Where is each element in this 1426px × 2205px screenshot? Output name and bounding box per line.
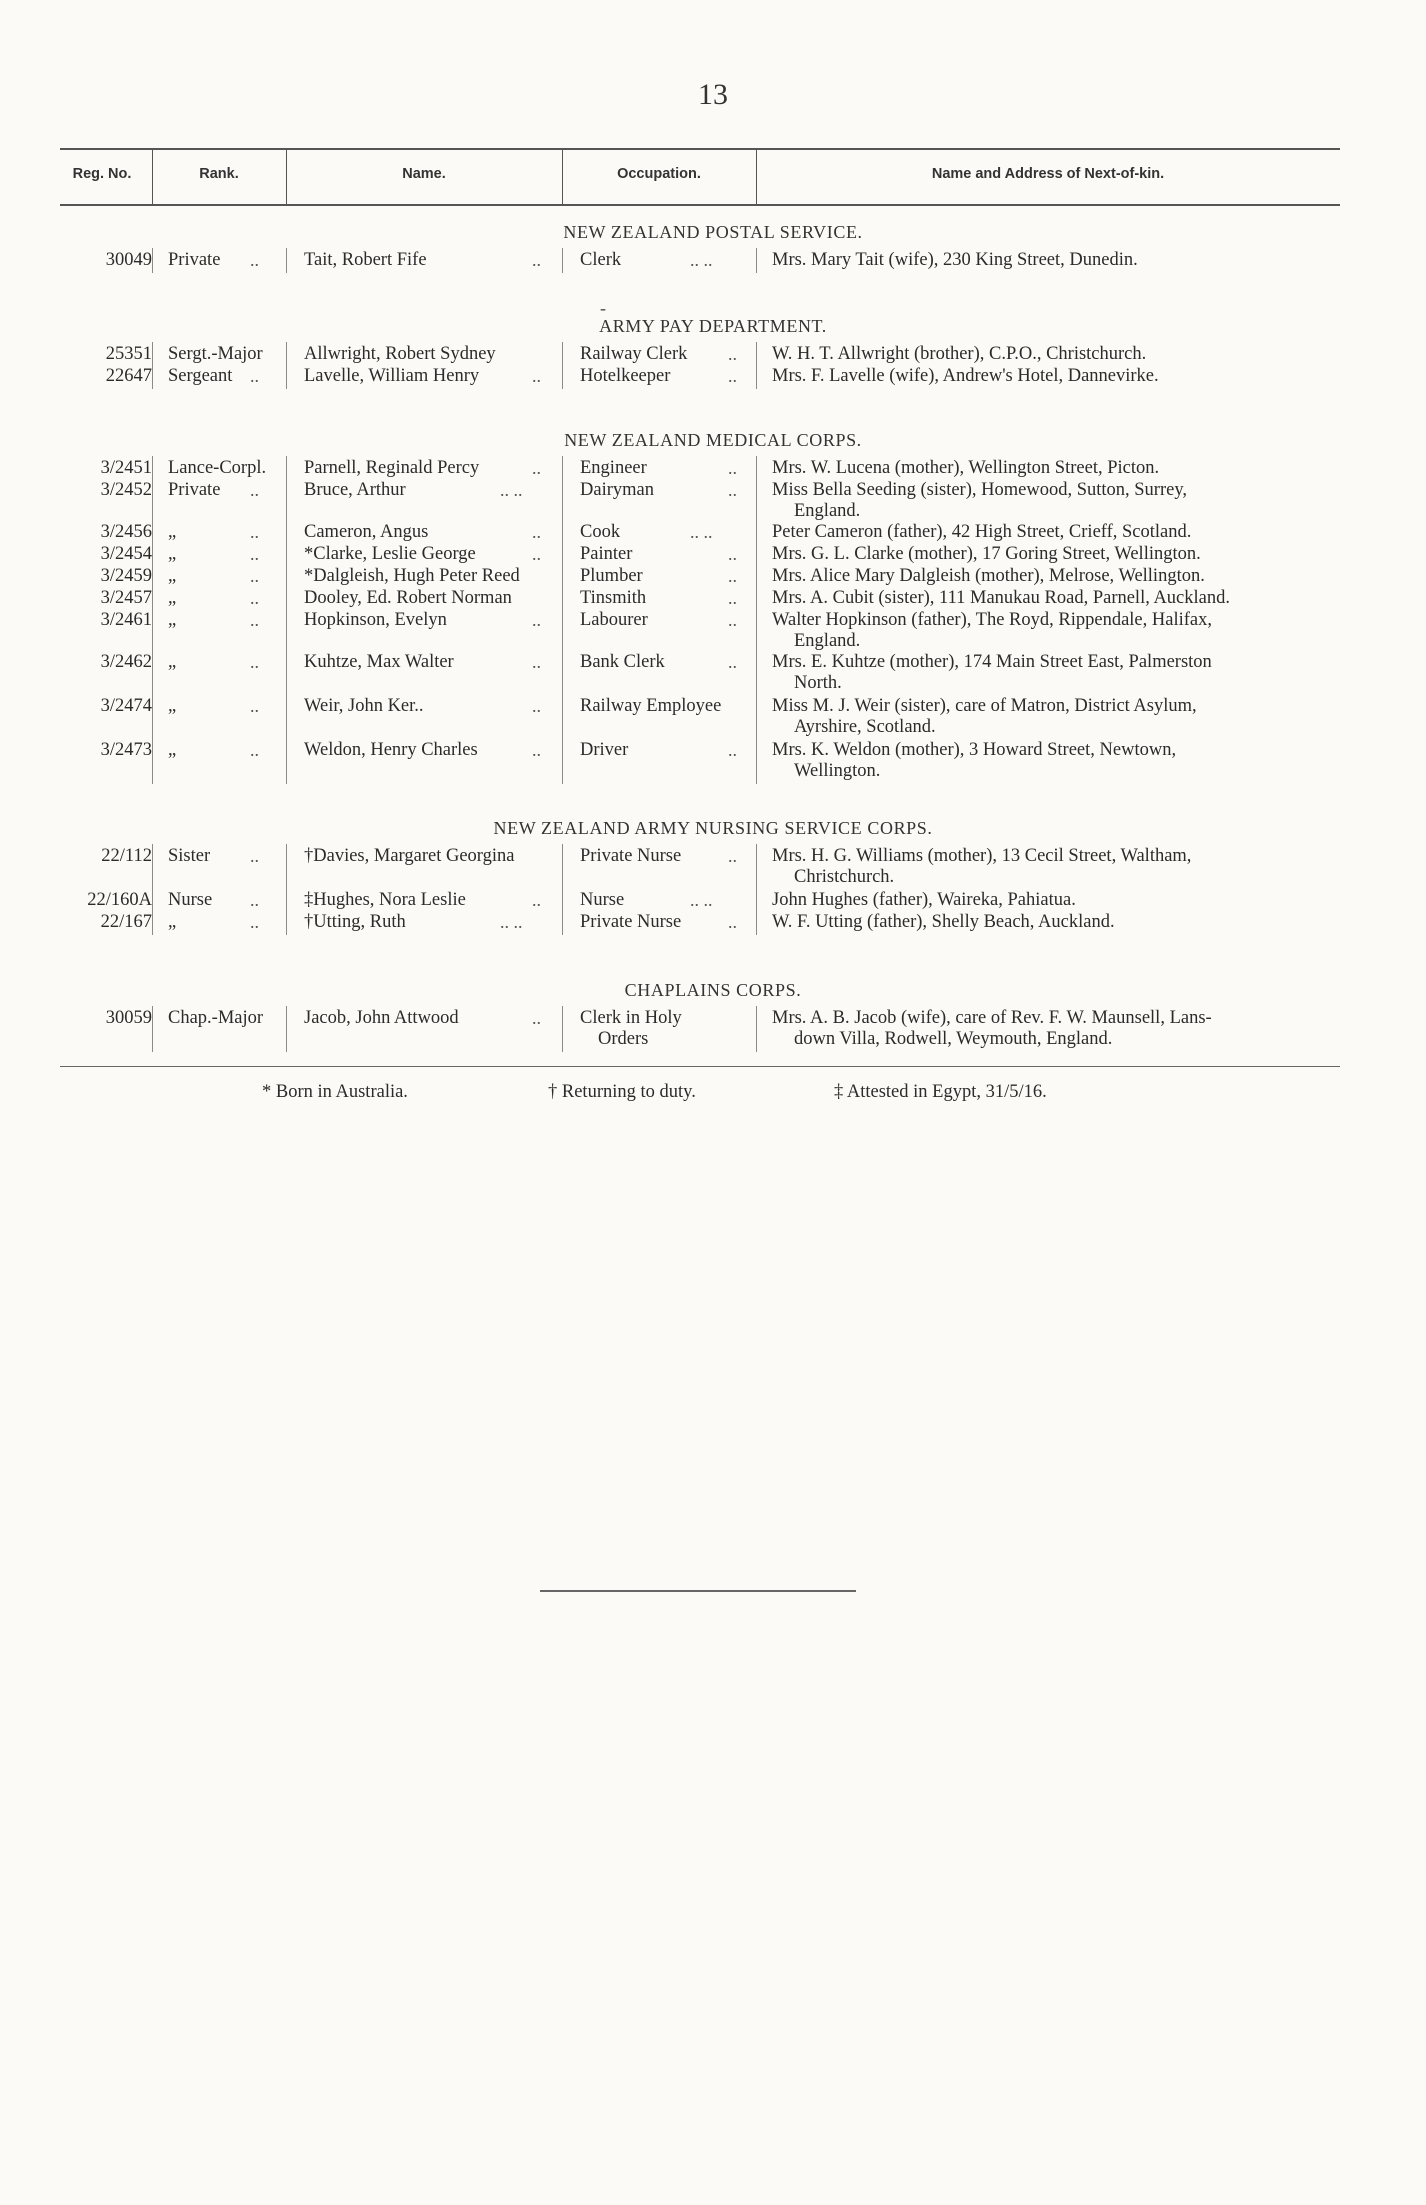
column-rule bbox=[152, 1006, 153, 1052]
end-rule bbox=[540, 1590, 856, 1592]
footnote-born-in-australia: * Born in Australia. bbox=[262, 1082, 408, 1102]
leader-dots: .. bbox=[250, 588, 259, 608]
leader-dots: .. bbox=[532, 610, 541, 630]
occupation: Railway Employee bbox=[580, 696, 722, 716]
column-rule bbox=[152, 248, 153, 273]
footnote-attested-in-egypt: ‡ Attested in Egypt, 31/5/16. bbox=[834, 1082, 1047, 1102]
reg-number: 22647 bbox=[105, 366, 152, 386]
occupation: Dairyman bbox=[580, 480, 654, 500]
leader-dots: .. bbox=[532, 250, 541, 270]
header-top-rule bbox=[60, 148, 1340, 150]
occupation: Bank Clerk bbox=[580, 652, 665, 672]
next-of-kin-continued: Wellington. bbox=[794, 761, 881, 781]
leader-dots: .. .. bbox=[500, 912, 523, 932]
column-header-name: Name. bbox=[402, 166, 446, 182]
rank: „ bbox=[168, 652, 177, 672]
section-title: NEW ZEALAND MEDICAL CORPS. bbox=[564, 430, 862, 450]
next-of-kin-continued: down Villa, Rodwell, Weymouth, England. bbox=[794, 1029, 1113, 1049]
next-of-kin: Miss M. J. Weir (sister), care of Matron, District Asylum, bbox=[772, 696, 1197, 716]
soldier-name: Cameron, Angus bbox=[304, 522, 429, 542]
occupation: Clerk in Holy bbox=[580, 1008, 682, 1028]
leader-dots: .. bbox=[250, 522, 259, 542]
rank: „ bbox=[168, 912, 177, 932]
next-of-kin: Mrs. A. Cubit (sister), 111 Manukau Road, Parnell, Auckland. bbox=[772, 588, 1230, 608]
soldier-name: Tait, Robert Fife bbox=[304, 250, 427, 270]
occupation: Painter bbox=[580, 544, 633, 564]
leader-dots: .. bbox=[250, 890, 259, 910]
column-rule bbox=[152, 342, 153, 389]
column-rule bbox=[756, 342, 757, 389]
column-rule bbox=[562, 844, 563, 935]
leader-dots: .. bbox=[728, 480, 737, 500]
reg-number: 3/2451 bbox=[100, 458, 152, 478]
occupation: Clerk bbox=[580, 250, 622, 270]
soldier-name: Dooley, Ed. Robert Norman bbox=[304, 588, 512, 608]
leader-dots: .. bbox=[532, 544, 541, 564]
occupation: Cook bbox=[580, 522, 621, 542]
column-rule bbox=[562, 342, 563, 389]
next-of-kin-continued: Christchurch. bbox=[794, 867, 895, 887]
column-header-reg-no: Reg. No. bbox=[72, 166, 132, 182]
leader-dots: .. bbox=[728, 740, 737, 760]
column-rule bbox=[756, 248, 757, 273]
reg-number: 3/2473 bbox=[100, 740, 152, 760]
column-rule bbox=[756, 456, 757, 784]
leader-dots: .. bbox=[728, 566, 737, 586]
reg-number: 30049 bbox=[105, 250, 152, 270]
column-header-rank: Rank. bbox=[199, 166, 239, 182]
soldier-name: Hopkinson, Evelyn bbox=[304, 610, 447, 630]
rank: Sister bbox=[168, 846, 211, 866]
column-header-occupation: Occupation. bbox=[617, 166, 701, 182]
next-of-kin: Mrs. E. Kuhtze (mother), 174 Main Street East, Palmerston bbox=[772, 652, 1212, 672]
occupation: Private Nurse bbox=[580, 846, 682, 866]
rank: „ bbox=[168, 522, 177, 542]
leader-dots: .. bbox=[728, 912, 737, 932]
rank: „ bbox=[168, 566, 177, 586]
next-of-kin-continued: Ayrshire, Scotland. bbox=[794, 717, 936, 737]
leader-dots: .. bbox=[532, 696, 541, 716]
column-rule bbox=[562, 456, 563, 784]
soldier-name: Kuhtze, Max Walter bbox=[304, 652, 454, 672]
leader-dots: .. .. bbox=[500, 480, 523, 500]
occupation-continued: Orders bbox=[598, 1029, 649, 1049]
page-number: 13 bbox=[698, 78, 728, 111]
occupation: Driver bbox=[580, 740, 629, 760]
column-rule bbox=[286, 342, 287, 389]
occupation: Nurse bbox=[580, 890, 625, 910]
column-rule bbox=[562, 248, 563, 273]
next-of-kin: W. F. Utting (father), Shelly Beach, Auckland. bbox=[772, 912, 1115, 932]
next-of-kin: Mrs. K. Weldon (mother), 3 Howard Street, Newtown, bbox=[772, 740, 1177, 760]
soldier-name: ‡Hughes, Nora Leslie bbox=[304, 890, 466, 910]
column-rule bbox=[152, 844, 153, 935]
next-of-kin: Mrs. W. Lucena (mother), Wellington Street, Picton. bbox=[772, 458, 1160, 478]
leader-dots: .. bbox=[532, 890, 541, 910]
section-title: CHAPLAINS CORPS. bbox=[624, 980, 802, 1000]
leader-dots: .. bbox=[728, 544, 737, 564]
rank: Lance-Corpl. bbox=[168, 458, 267, 478]
soldier-name: Lavelle, William Henry bbox=[304, 366, 480, 386]
column-rule bbox=[562, 1006, 563, 1052]
soldier-name: Weir, John Ker.. bbox=[304, 696, 424, 716]
occupation: Engineer bbox=[580, 458, 647, 478]
reg-number: 30059 bbox=[105, 1008, 152, 1028]
rank: Sergt.-Major bbox=[168, 344, 263, 364]
soldier-name: *Clarke, Leslie George bbox=[304, 544, 476, 564]
reg-number: 3/2462 bbox=[100, 652, 152, 672]
leader-dots: .. bbox=[250, 696, 259, 716]
reg-number: 3/2474 bbox=[100, 696, 152, 716]
rank: „ bbox=[168, 588, 177, 608]
column-rule bbox=[756, 1006, 757, 1052]
leader-dots: .. bbox=[728, 610, 737, 630]
leader-dots: .. bbox=[728, 652, 737, 672]
table-bottom-rule bbox=[60, 1066, 1340, 1067]
column-rule bbox=[286, 456, 287, 784]
occupation: Hotelkeeper bbox=[580, 366, 671, 386]
soldier-name: Parnell, Reginald Percy bbox=[304, 458, 480, 478]
leader-dots: .. bbox=[532, 366, 541, 386]
soldier-name: Bruce, Arthur bbox=[304, 480, 406, 500]
soldier-name: †Davies, Margaret Georgina bbox=[304, 846, 515, 866]
next-of-kin-continued: England. bbox=[794, 631, 861, 651]
leader-dots: .. bbox=[250, 250, 259, 270]
rank: Nurse bbox=[168, 890, 213, 910]
leader-dots: .. bbox=[532, 522, 541, 542]
leader-dots: .. bbox=[532, 652, 541, 672]
next-of-kin: John Hughes (father), Waireka, Pahiatua. bbox=[772, 890, 1076, 910]
leader-dots: .. bbox=[728, 366, 737, 386]
leader-dots: .. bbox=[728, 458, 737, 478]
reg-number: 25351 bbox=[105, 344, 152, 364]
soldier-name: Weldon, Henry Charles bbox=[304, 740, 478, 760]
stray-dash: - bbox=[600, 298, 606, 318]
section-title: NEW ZEALAND ARMY NURSING SERVICE CORPS. bbox=[493, 818, 933, 838]
next-of-kin: Walter Hopkinson (father), The Royd, Rippendale, Halifax, bbox=[772, 610, 1212, 630]
next-of-kin-continued: North. bbox=[794, 673, 842, 693]
next-of-kin-continued: England. bbox=[794, 501, 861, 521]
reg-number: 3/2457 bbox=[100, 588, 152, 608]
rank: Chap.-Major bbox=[168, 1008, 264, 1028]
occupation: Labourer bbox=[580, 610, 648, 630]
occupation: Tinsmith bbox=[580, 588, 647, 608]
leader-dots: .. .. bbox=[690, 522, 713, 542]
leader-dots: .. bbox=[250, 912, 259, 932]
rank: Private bbox=[168, 480, 221, 500]
column-header-next-of-kin: Name and Address of Next-of-kin. bbox=[931, 166, 1165, 182]
leader-dots: .. bbox=[250, 846, 259, 866]
reg-number: 3/2461 bbox=[100, 610, 152, 630]
occupation: Plumber bbox=[580, 566, 643, 586]
reg-number: 3/2454 bbox=[100, 544, 152, 564]
rank: „ bbox=[168, 544, 177, 564]
next-of-kin: Mrs. H. G. Williams (mother), 13 Cecil Street, Waltham, bbox=[772, 846, 1192, 866]
leader-dots: .. bbox=[728, 344, 737, 364]
next-of-kin: Miss Bella Seeding (sister), Homewood, Sutton, Surrey, bbox=[772, 480, 1188, 500]
next-of-kin: Mrs. G. L. Clarke (mother), 17 Goring Street, Wellington. bbox=[772, 544, 1201, 564]
section-title: ARMY PAY DEPARTMENT. bbox=[599, 316, 827, 336]
reg-number: 3/2456 bbox=[100, 522, 152, 542]
next-of-kin: Mrs. F. Lavelle (wife), Andrew's Hotel, Dannevirke. bbox=[772, 366, 1159, 386]
reg-number: 3/2452 bbox=[100, 480, 152, 500]
rank: „ bbox=[168, 740, 177, 760]
next-of-kin: Mrs. Mary Tait (wife), 230 King Street, Dunedin. bbox=[772, 250, 1138, 270]
soldier-name: Jacob, John Attwood bbox=[304, 1008, 459, 1028]
leader-dots: .. bbox=[532, 1008, 541, 1028]
leader-dots: .. bbox=[728, 588, 737, 608]
soldier-name: *Dalgleish, Hugh Peter Reed bbox=[304, 566, 520, 586]
leader-dots: .. bbox=[250, 544, 259, 564]
rank: „ bbox=[168, 610, 177, 630]
occupation: Private Nurse bbox=[580, 912, 682, 932]
column-rule bbox=[286, 1006, 287, 1052]
next-of-kin: W. H. T. Allwright (brother), C.P.O., Christchurch. bbox=[772, 344, 1147, 364]
reg-number: 3/2459 bbox=[100, 566, 152, 586]
leader-dots: .. bbox=[250, 740, 259, 760]
leader-dots: .. bbox=[250, 480, 259, 500]
leader-dots: .. bbox=[250, 610, 259, 630]
soldier-name: Allwright, Robert Sydney bbox=[304, 344, 496, 364]
leader-dots: .. bbox=[250, 652, 259, 672]
reg-number: 22/112 bbox=[101, 846, 152, 866]
leader-dots: .. bbox=[250, 366, 259, 386]
rank: Sergeant bbox=[168, 366, 233, 386]
leader-dots: .. .. bbox=[690, 250, 713, 270]
leader-dots: .. bbox=[250, 566, 259, 586]
column-rule bbox=[286, 248, 287, 273]
soldier-name: †Utting, Ruth bbox=[304, 912, 406, 932]
leader-dots: .. .. bbox=[690, 890, 713, 910]
next-of-kin: Mrs. Alice Mary Dalgleish (mother), Melrose, Wellington. bbox=[772, 566, 1205, 586]
reg-number: 22/167 bbox=[100, 912, 152, 932]
next-of-kin: Mrs. A. B. Jacob (wife), care of Rev. F. W. Maunsell, Lans- bbox=[772, 1008, 1212, 1028]
reg-number: 22/160A bbox=[87, 890, 152, 910]
rank: Private bbox=[168, 250, 221, 270]
occupation: Railway Clerk bbox=[580, 344, 688, 364]
next-of-kin: Peter Cameron (father), 42 High Street, Crieff, Scotland. bbox=[772, 522, 1192, 542]
rank: „ bbox=[168, 696, 177, 716]
leader-dots: .. bbox=[532, 740, 541, 760]
column-rule bbox=[152, 456, 153, 784]
leader-dots: .. bbox=[728, 846, 737, 866]
column-rule bbox=[756, 844, 757, 935]
footnote-returning-to-duty: † Returning to duty. bbox=[548, 1082, 696, 1102]
section-title: NEW ZEALAND POSTAL SERVICE. bbox=[563, 222, 863, 242]
header-bottom-rule bbox=[60, 204, 1340, 206]
leader-dots: .. bbox=[532, 458, 541, 478]
column-rule bbox=[286, 844, 287, 935]
